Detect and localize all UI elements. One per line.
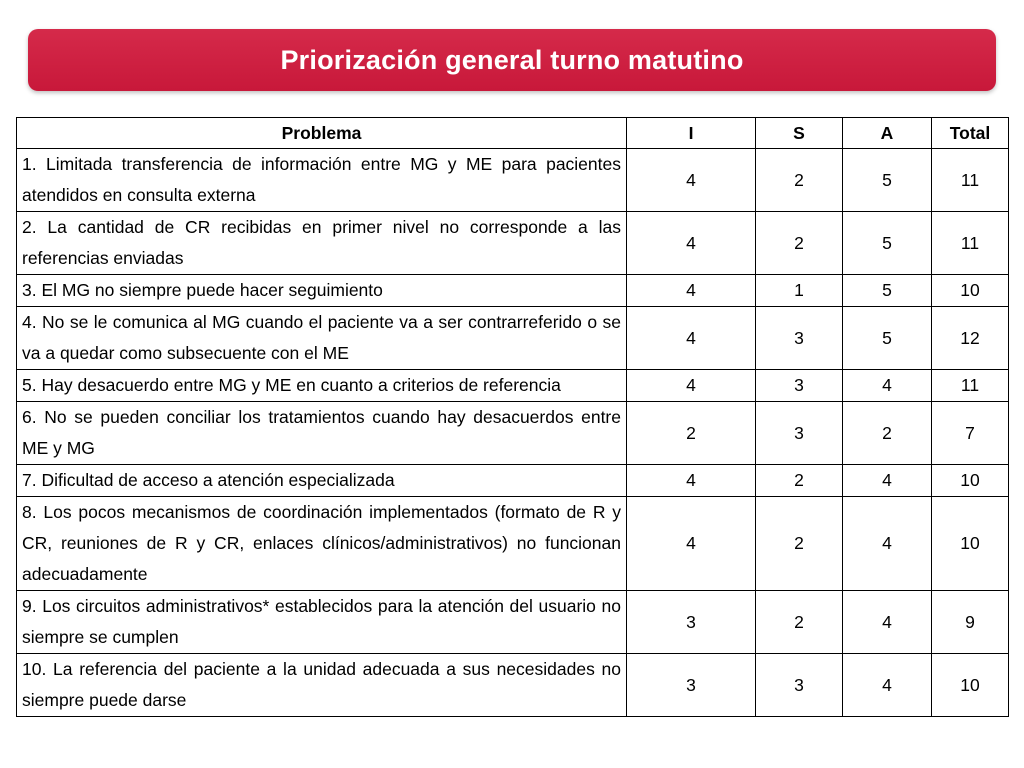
table-row — [17, 275, 1009, 307]
page-title: Priorización general turno matutino — [280, 44, 744, 75]
score-s-cell: 3 — [756, 370, 843, 402]
score-s-cell: 2 — [756, 591, 843, 654]
problem-cell: 3. El MG no siempre puede hacer seguimiento — [17, 275, 627, 307]
score-s-cell: 2 — [756, 212, 843, 275]
header-s: S — [756, 118, 843, 149]
problem-cell: 4. No se le comunica al MG cuando el paciente va a ser contrarreferido o se va a quedar como subsecuente con el ME — [17, 307, 627, 370]
score-s-cell: 2 — [756, 149, 843, 212]
score-a-cell: 5 — [843, 275, 932, 307]
score-s-cell: 3 — [756, 654, 843, 717]
header-total: Total — [932, 118, 1009, 149]
table-row — [17, 149, 1009, 212]
table-header-row — [17, 118, 1009, 149]
score-i-cell: 4 — [627, 370, 756, 402]
score-a-cell: 4 — [843, 497, 932, 591]
problem-cell: 5. Hay desacuerdo entre MG y ME en cuanto a criterios de referencia — [17, 370, 627, 402]
score-i-cell: 4 — [627, 465, 756, 497]
score-i-cell: 4 — [627, 149, 756, 212]
problem-cell: 2. La cantidad de CR recibidas en primer nivel no corresponde a las referencias enviadas — [17, 212, 627, 275]
score-s-cell: 3 — [756, 402, 843, 465]
score-i-cell: 2 — [627, 402, 756, 465]
score-a-cell: 5 — [843, 149, 932, 212]
score-a-cell: 5 — [843, 307, 932, 370]
score-s-cell: 2 — [756, 497, 843, 591]
table-row — [17, 465, 1009, 497]
header-problem: Problema — [17, 118, 627, 149]
total-cell: 11 — [932, 370, 1009, 402]
table-row — [17, 591, 1009, 654]
problem-cell: 9. Los circuitos administrativos* establecidos para la atención del usuario no siempre se cumplen — [17, 591, 627, 654]
score-a-cell: 4 — [843, 370, 932, 402]
header-a: A — [843, 118, 932, 149]
problem-cell: 7. Dificultad de acceso a atención especializada — [17, 465, 627, 497]
table-row — [17, 497, 1009, 591]
prioritization-table — [16, 117, 1009, 717]
score-a-cell: 4 — [843, 465, 932, 497]
table-row — [17, 307, 1009, 370]
score-i-cell: 4 — [627, 497, 756, 591]
score-i-cell: 3 — [627, 591, 756, 654]
score-i-cell: 3 — [627, 654, 756, 717]
score-a-cell: 2 — [843, 402, 932, 465]
score-i-cell: 4 — [627, 212, 756, 275]
problem-cell: 1. Limitada transferencia de información entre MG y ME para pacientes atendidos en consulta externa — [17, 149, 627, 212]
score-a-cell: 4 — [843, 591, 932, 654]
total-cell: 10 — [932, 497, 1009, 591]
score-s-cell: 1 — [756, 275, 843, 307]
table-row — [17, 402, 1009, 465]
total-cell: 10 — [932, 654, 1009, 717]
total-cell: 10 — [932, 275, 1009, 307]
header-i: I — [627, 118, 756, 149]
problem-cell: 10. La referencia del paciente a la unidad adecuada a sus necesidades no siempre puede darse — [17, 654, 627, 717]
total-cell: 12 — [932, 307, 1009, 370]
problem-cell: 6. No se pueden conciliar los tratamientos cuando hay desacuerdos entre ME y MG — [17, 402, 627, 465]
score-a-cell: 5 — [843, 212, 932, 275]
score-s-cell: 2 — [756, 465, 843, 497]
total-cell: 7 — [932, 402, 1009, 465]
title-banner — [28, 29, 996, 91]
total-cell: 11 — [932, 149, 1009, 212]
score-s-cell: 3 — [756, 307, 843, 370]
table-row — [17, 370, 1009, 402]
total-cell: 9 — [932, 591, 1009, 654]
total-cell: 10 — [932, 465, 1009, 497]
score-i-cell: 4 — [627, 307, 756, 370]
table-row — [17, 212, 1009, 275]
total-cell: 11 — [932, 212, 1009, 275]
score-a-cell: 4 — [843, 654, 932, 717]
table-row — [17, 654, 1009, 717]
problem-cell: 8. Los pocos mecanismos de coordinación implementados (formato de R y CR, reuniones de R y CR, enlaces clínicos/administrativos) no funcionan adecuadamente — [17, 497, 627, 591]
score-i-cell: 4 — [627, 275, 756, 307]
